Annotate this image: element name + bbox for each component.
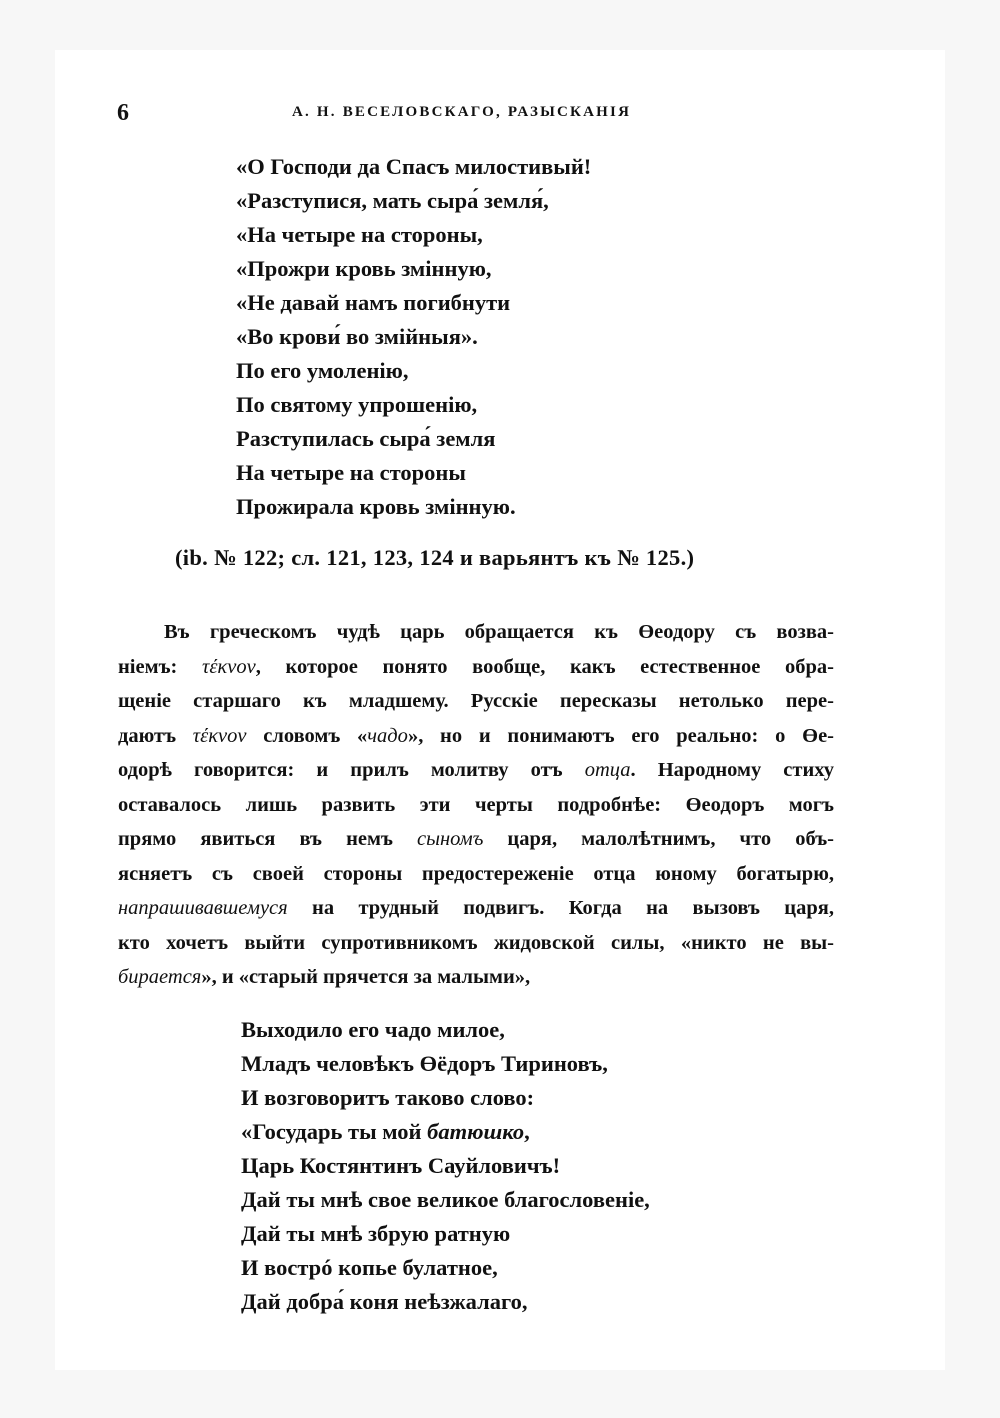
verse-line: И вострó копье булатное, bbox=[241, 1255, 498, 1280]
verse-line: Дай ты мнѣ збрую ратную bbox=[241, 1221, 511, 1246]
paragraph-line: Въ греческомъ чудѣ царь обращается къ Өеодору съ возва- bbox=[164, 621, 834, 643]
page-number: 6 bbox=[117, 100, 129, 126]
paragraph-line bbox=[118, 822, 834, 857]
text-run: . Народному стиху bbox=[630, 759, 834, 781]
italic-word: чадо bbox=[367, 724, 408, 747]
paragraph-line bbox=[118, 960, 834, 995]
text-run: даютъ bbox=[118, 724, 193, 747]
verse-line: По его умоленію, bbox=[236, 358, 409, 383]
paragraph-line bbox=[118, 753, 834, 788]
text-run: «Государь ты мой bbox=[241, 1119, 428, 1144]
greek-word: τέκνον bbox=[192, 724, 247, 747]
text-run: одорѣ говорится: и прилъ молитву отъ bbox=[118, 759, 585, 781]
italic-word: напрашивавшемуся bbox=[118, 897, 288, 919]
verse-line: По святому упрошенію, bbox=[236, 392, 478, 417]
verse-block-2 bbox=[241, 1013, 650, 1319]
italic-word: сыномъ bbox=[416, 828, 484, 850]
italic-word: отца bbox=[584, 759, 631, 781]
paragraph-line bbox=[118, 891, 834, 926]
body-paragraph bbox=[118, 615, 834, 995]
text-run: прямо явиться въ немъ bbox=[118, 828, 417, 850]
verse-line: Выходило его чадо милое, bbox=[241, 1017, 505, 1042]
verse-line: «Во крови́ во змійныя». bbox=[236, 324, 478, 349]
paragraph-line bbox=[118, 719, 834, 754]
verse-line: И возговоритъ таково слово: bbox=[241, 1085, 535, 1110]
verse-line: Дай ты мнѣ свое великое благословеніе, bbox=[241, 1187, 650, 1212]
paragraph-line bbox=[118, 650, 834, 685]
text-run: словомъ « bbox=[246, 724, 368, 747]
running-title: А. Н. ВЕСЕЛОВСКАГО, РАЗЫСКАНІЯ bbox=[292, 104, 632, 120]
verse-line: «Прожри кровь змінную, bbox=[236, 256, 492, 281]
citation: (ib. № 122; сл. 121, 123, 124 и варьянтъ къ № 125.) bbox=[175, 545, 695, 570]
text-run: », но и понимаютъ его реально: о Өе- bbox=[407, 724, 834, 747]
page-header bbox=[0, 100, 1000, 124]
verse-line: Младъ человѣкъ Өёдоръ Тириновъ, bbox=[241, 1051, 608, 1076]
paragraph-line: кто хочетъ выйти супротивникомъ жидовской силы, «никто не вы- bbox=[118, 931, 834, 954]
verse-block-1 bbox=[236, 150, 591, 524]
verse-line: «Не давай намъ погибнути bbox=[236, 290, 511, 315]
verse-line: «О Господи да Спасъ милостивый! bbox=[236, 154, 592, 179]
paragraph-line: оставалось лишь развить эти черты подробнѣе: Өеодоръ могъ bbox=[118, 793, 834, 816]
verse-line: Прожирала кровь змінную. bbox=[236, 494, 516, 519]
paragraph-line: щеніе старшаго къ младшему. Русскіе пересказы нетолько пере- bbox=[118, 690, 834, 712]
text-run: , bbox=[524, 1119, 530, 1144]
text-run: , которое понято вообще, какъ естественное обра- bbox=[255, 655, 834, 678]
text-run: ніемъ: bbox=[118, 655, 203, 678]
verse-line: «На четыре на стороны, bbox=[236, 222, 483, 247]
greek-word: τέκνον bbox=[202, 655, 256, 678]
verse-line: «Разступися, мать сыра́ земля́, bbox=[236, 188, 549, 213]
verse-line bbox=[241, 1115, 650, 1149]
verse-line: Дай добра́ коня неѣзжалаго, bbox=[241, 1289, 528, 1314]
verse-line: Разступилась сыра́ земля bbox=[236, 426, 496, 451]
italic-word: бирается bbox=[118, 966, 202, 988]
paragraph-line: ясняетъ съ своей стороны предостереженіе отца юному богатырю, bbox=[118, 862, 834, 885]
text-run: царя, малолѣтнимъ, что объ- bbox=[483, 828, 834, 850]
verse-line: Царь Костянтинъ Сауйловичъ! bbox=[241, 1153, 561, 1178]
text-run: на трудный подвигъ. Когда на вызовъ царя, bbox=[287, 897, 834, 919]
verse-line: На четыре на стороны bbox=[236, 460, 466, 485]
text-run: », и «старый прячется за малыми», bbox=[201, 966, 531, 988]
italic-word: батюшко bbox=[427, 1119, 525, 1144]
